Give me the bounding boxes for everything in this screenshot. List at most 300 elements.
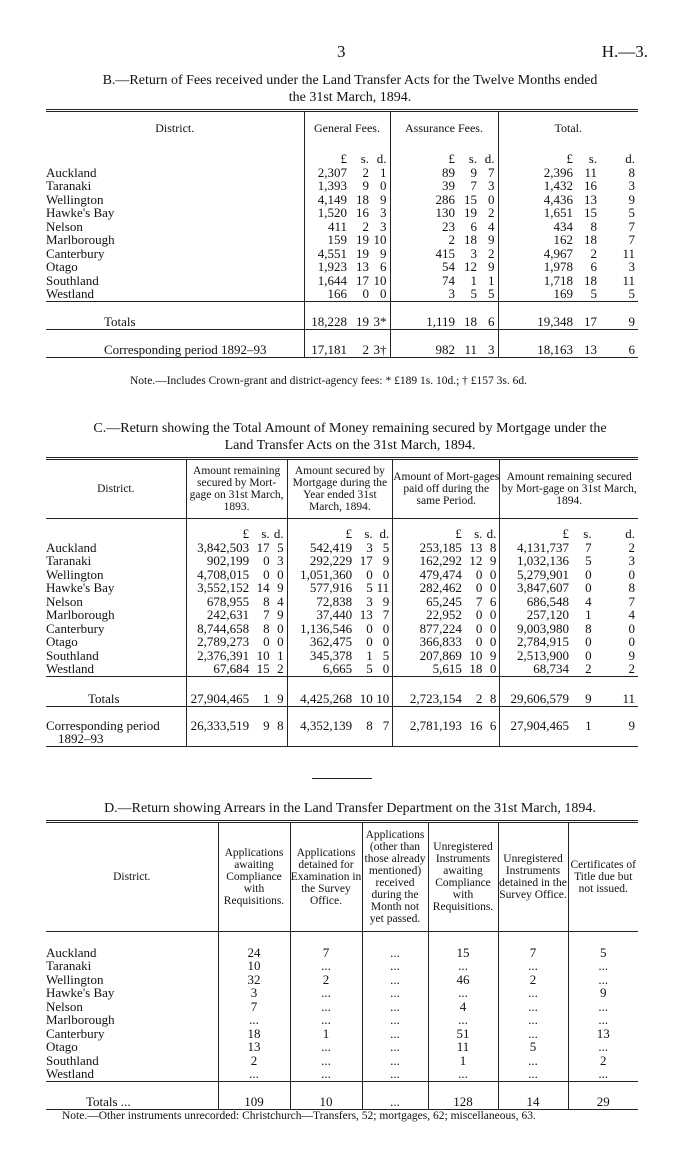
unit-label: d.	[485, 519, 499, 541]
value-cell: 2,784,915	[500, 635, 572, 649]
district-name: Canterbury	[46, 245, 105, 261]
table-row	[46, 260, 638, 274]
value-cell: 362,475	[287, 635, 355, 649]
value-cell: 6	[485, 706, 499, 746]
value-cell: 2,376,391	[186, 649, 252, 663]
value-cell: 0	[489, 607, 497, 622]
table-row	[46, 608, 638, 622]
value-cell: 4	[585, 593, 592, 609]
value-cell: 2,307	[304, 166, 350, 180]
value-cell: 3	[366, 593, 373, 609]
value-cell: 3,842,503	[186, 541, 252, 555]
value-cell: 2,513,900	[500, 649, 572, 663]
table-row	[46, 1040, 638, 1054]
table-row	[46, 206, 638, 220]
col-general-fees: General Fees.	[304, 111, 390, 146]
blank-cell	[362, 932, 428, 946]
value-cell: 902,199	[186, 554, 252, 568]
value-cell: 2,781,193	[393, 706, 465, 746]
value-cell: ...	[362, 1027, 428, 1041]
value-cell: 8	[489, 539, 497, 555]
value-cell: 7	[488, 164, 495, 180]
blank-cell	[46, 146, 304, 166]
value-cell: 3	[380, 218, 387, 234]
value-cell: 18	[469, 661, 483, 676]
col-district: District.	[46, 822, 218, 932]
value-cell: 18	[356, 191, 369, 207]
value-cell: 4	[628, 607, 635, 622]
value-cell: ...	[498, 1013, 568, 1027]
value-cell: 10	[469, 647, 483, 663]
col-unregistered-detained: Unregistered Instruments detained in the Survey Office.	[498, 822, 568, 932]
mortgage-table	[46, 457, 638, 747]
value-cell: 7	[218, 1000, 290, 1014]
value-cell: 5	[585, 553, 592, 568]
value-cell: 15	[584, 205, 597, 220]
value-cell: 2	[488, 205, 495, 220]
value-cell: ...	[362, 986, 428, 1000]
value-cell: 9	[277, 580, 284, 595]
unit-label: £	[186, 519, 252, 541]
district-name: Corresponding period 1892–93	[46, 329, 304, 357]
value-cell: 9	[252, 706, 273, 746]
value-cell: 1	[380, 164, 387, 180]
value-cell: 282,462	[393, 581, 465, 595]
table-row	[46, 554, 638, 568]
col-awaiting-compliance: Applications awaiting Compliance with Requisitions.	[218, 822, 290, 932]
district-name: Auckland	[46, 164, 97, 180]
value-cell: 6	[590, 259, 597, 274]
section-b-title-line2: the 31st March, 1894.	[288, 90, 412, 105]
value-cell: 5	[366, 580, 373, 595]
value-cell: 3	[277, 553, 284, 568]
value-cell: 7	[585, 539, 592, 555]
value-cell: 4,425,268	[287, 676, 355, 706]
unit-label: s.	[572, 519, 595, 541]
value-cell: 29,606,579	[500, 676, 572, 706]
value-cell: 0	[382, 620, 390, 636]
value-cell: 9	[489, 647, 497, 663]
value-cell: 11	[584, 164, 597, 180]
value-cell: 19	[350, 301, 372, 329]
document-reference: H.—3.	[601, 42, 648, 61]
blank-cell	[428, 932, 498, 946]
value-cell: 678,955	[186, 595, 252, 609]
value-cell: 207,869	[393, 649, 465, 663]
value-cell: 0	[489, 634, 497, 649]
value-cell: 17	[576, 301, 600, 329]
district-name: Westland	[46, 661, 95, 676]
table-row	[46, 649, 638, 663]
value-cell: 10	[218, 959, 290, 973]
fees-table	[46, 109, 638, 358]
value-cell: 3	[628, 178, 635, 193]
col-detained-survey: Applications detained for Examination in the Survey Office.	[290, 822, 362, 932]
value-cell: ...	[568, 1067, 638, 1081]
value-cell: 65,245	[393, 595, 465, 609]
unit-label: d.	[376, 519, 393, 541]
col-not-yet-passed: Applications (other than those already mentioned) received during the Month not yet passed.	[362, 822, 428, 932]
value-cell: 0	[628, 566, 635, 582]
value-cell: 6	[470, 218, 477, 234]
table-row	[46, 568, 638, 582]
table-row	[46, 274, 638, 288]
value-cell: 9	[628, 647, 635, 663]
value-cell: 10	[256, 647, 270, 663]
col-paid-off: Amount of Mort-gages paid off during the same Period.	[393, 459, 500, 519]
value-cell: 109	[218, 1081, 290, 1109]
value-cell: 18	[584, 272, 597, 288]
value-cell: 1	[290, 1027, 362, 1041]
value-cell: 1,136,546	[287, 622, 355, 636]
value-cell: 8	[628, 580, 635, 595]
value-cell: 74	[390, 274, 458, 288]
section-c-title: C.—Return showing the Total Amount of Money remaining secured by Mortgage under the	[93, 421, 607, 436]
value-cell: 16	[584, 178, 597, 193]
district-name: Nelson	[46, 998, 83, 1014]
value-cell: 9	[572, 676, 595, 706]
value-cell: 54	[390, 260, 458, 274]
value-cell: 2,723,154	[393, 676, 465, 706]
value-cell: 1,393	[304, 179, 350, 193]
totals-row	[46, 676, 638, 706]
section-b-note: Note.—Includes Crown-grant and district-agency fees: * £189 1s. 10d.; † £157 3s. 6d.	[130, 375, 527, 387]
value-cell: 128	[428, 1081, 498, 1109]
district-name: Hawke's Bay	[46, 985, 115, 1000]
value-cell: 542,419	[287, 541, 355, 555]
value-cell: 18,228	[304, 301, 350, 329]
value-cell: 8	[263, 593, 270, 609]
value-cell: 37,440	[287, 608, 355, 622]
value-cell: 253,185	[393, 541, 465, 555]
value-cell: 18,163	[498, 329, 576, 357]
value-cell: 9	[362, 178, 369, 193]
district-name: Southland	[46, 272, 99, 288]
table-row	[46, 166, 638, 180]
value-cell: 0	[366, 634, 373, 649]
value-cell: ...	[362, 1040, 428, 1054]
value-cell: 9	[488, 259, 495, 274]
corresponding-label	[46, 706, 186, 746]
unit-label: s.	[468, 151, 477, 166]
value-cell: 415	[390, 247, 458, 261]
value-cell: ...	[362, 1081, 428, 1109]
value-cell: 8	[585, 620, 592, 636]
table-row	[46, 622, 638, 636]
value-cell: ...	[290, 1000, 362, 1014]
value-cell: 9	[273, 676, 287, 706]
value-cell: 5	[470, 286, 477, 301]
unit-label: £	[287, 519, 355, 541]
value-cell: 1,051,360	[287, 568, 355, 582]
value-cell: 13	[359, 607, 373, 622]
value-cell: 0	[475, 607, 483, 622]
value-cell: 8	[263, 620, 270, 636]
value-cell: 46	[428, 973, 498, 987]
unit-label: £	[500, 519, 572, 541]
value-cell: 10	[373, 232, 387, 247]
value-cell: 1,923	[304, 260, 350, 274]
value-cell: 292,229	[287, 554, 355, 568]
value-cell: 6	[600, 329, 638, 357]
value-cell: 877,224	[393, 622, 465, 636]
value-cell: 411	[304, 220, 350, 234]
value-cell: 7	[382, 607, 390, 622]
blank-cell	[498, 932, 568, 946]
value-cell: 13	[469, 539, 483, 555]
value-cell: ...	[498, 1027, 568, 1041]
value-cell: 9	[380, 245, 387, 261]
value-cell: 10	[290, 1081, 362, 1109]
value-cell: 9	[382, 593, 390, 609]
value-cell: ...	[290, 1040, 362, 1054]
value-cell: 3	[488, 178, 495, 193]
value-cell: 15	[428, 946, 498, 960]
value-cell: 0	[585, 647, 592, 663]
value-cell: 1,978	[498, 260, 576, 274]
value-cell: 24	[218, 946, 290, 960]
district-name: Auckland	[46, 944, 97, 960]
district-name: Taranaki	[46, 958, 92, 973]
value-cell: 4,551	[304, 247, 350, 261]
value-cell: 11	[428, 1040, 498, 1054]
value-cell: ...	[568, 1040, 638, 1054]
district-name: Wellington	[46, 566, 104, 582]
col-district: District.	[46, 111, 304, 146]
value-cell: 9	[595, 706, 638, 746]
value-cell: ...	[362, 1067, 428, 1081]
table-row	[46, 1067, 638, 1081]
district-name: Marlborough	[46, 232, 115, 247]
value-cell: 366,833	[393, 635, 465, 649]
value-cell: ...	[290, 1054, 362, 1068]
unit-label: £	[393, 519, 465, 541]
value-cell: ...	[498, 986, 568, 1000]
value-cell: 9	[628, 191, 635, 207]
value-cell: 686,548	[500, 595, 572, 609]
value-cell: 1	[470, 272, 477, 288]
value-cell: 0	[366, 620, 373, 636]
value-cell: ...	[568, 1013, 638, 1027]
value-cell: 1	[366, 647, 373, 663]
district-name: Canterbury	[46, 1025, 105, 1041]
col-total: Total.	[498, 111, 638, 146]
value-cell: 7	[628, 593, 635, 609]
value-cell: ...	[362, 946, 428, 960]
value-cell: ...	[498, 1054, 568, 1068]
value-cell: 2	[628, 661, 635, 676]
value-cell: 5,615	[393, 662, 465, 676]
value-cell: 5,279,901	[500, 568, 572, 582]
value-cell: 0	[585, 566, 592, 582]
value-cell: 7	[628, 218, 635, 234]
value-cell: ...	[428, 1067, 498, 1081]
value-cell: ...	[362, 1000, 428, 1014]
value-cell: 72,838	[287, 595, 355, 609]
value-cell: 6,665	[287, 662, 355, 676]
value-cell: ...	[568, 1000, 638, 1014]
table-row	[46, 595, 638, 609]
value-cell: 2	[465, 676, 486, 706]
value-cell: 7	[628, 232, 635, 247]
value-cell: ...	[362, 973, 428, 987]
value-cell: 0	[488, 191, 495, 207]
value-cell: 3†	[372, 329, 390, 357]
value-cell: 11	[376, 580, 390, 595]
value-cell: 4,352,139	[287, 706, 355, 746]
value-cell: 5	[488, 286, 495, 301]
value-cell: 4	[428, 1000, 498, 1014]
value-cell: 17,181	[304, 329, 350, 357]
value-cell: 5	[382, 539, 390, 555]
value-cell: 0	[263, 553, 270, 568]
unit-label: s.	[588, 151, 597, 166]
value-cell: 17	[256, 539, 270, 555]
value-cell: 982	[390, 329, 458, 357]
value-cell: 5	[498, 1040, 568, 1054]
district-name: Hawke's Bay	[46, 205, 115, 220]
value-cell: 166	[304, 287, 350, 301]
value-cell: 22,952	[393, 608, 465, 622]
unit-label: £	[304, 146, 350, 166]
table-row	[46, 959, 638, 973]
value-cell: 1	[488, 272, 495, 288]
unit-label: s.	[355, 519, 376, 541]
value-cell: 8,744,658	[186, 622, 252, 636]
value-cell: 11	[458, 329, 480, 357]
value-cell: 0	[263, 634, 270, 649]
value-cell: ...	[362, 1054, 428, 1068]
value-cell: 10	[373, 272, 387, 288]
value-cell: ...	[290, 1013, 362, 1027]
value-cell: 0	[489, 661, 497, 676]
value-cell: 11	[595, 676, 638, 706]
value-cell: 0	[475, 566, 483, 582]
value-cell: 3,552,152	[186, 581, 252, 595]
totals-row	[46, 1081, 638, 1109]
value-cell: 0	[382, 566, 390, 582]
value-cell: 23	[390, 220, 458, 234]
value-cell: 0	[489, 566, 497, 582]
value-cell: 2	[362, 164, 369, 180]
value-cell: 162,292	[393, 554, 465, 568]
unit-label: d.	[484, 151, 495, 166]
value-cell: 0	[475, 580, 483, 595]
value-cell: 0	[263, 566, 270, 582]
value-cell: ...	[290, 959, 362, 973]
value-cell: 18	[464, 232, 477, 247]
value-cell: 3	[366, 539, 373, 555]
table-row	[46, 635, 638, 649]
value-cell: 19	[464, 205, 477, 220]
value-cell: ...	[498, 959, 568, 973]
value-cell: 4	[488, 218, 495, 234]
value-cell: ...	[428, 959, 498, 973]
value-cell: 14	[256, 580, 270, 595]
unit-label: d.	[595, 519, 638, 541]
table-row	[46, 193, 638, 207]
table-row	[46, 233, 638, 247]
value-cell: 0	[380, 286, 387, 301]
value-cell: 8	[628, 164, 635, 180]
value-cell: 577,916	[287, 581, 355, 595]
value-cell: 434	[498, 220, 576, 234]
value-cell: ...	[498, 1000, 568, 1014]
table-row	[46, 220, 638, 234]
col-amount-1894: Amount remaining secured by Mort-gage on 31st March, 1894.	[500, 459, 638, 519]
value-cell: ...	[362, 959, 428, 973]
value-cell: 0	[475, 634, 483, 649]
blank-cell	[46, 519, 186, 541]
value-cell: 159	[304, 233, 350, 247]
value-cell: 32	[218, 973, 290, 987]
unit-label: d.	[376, 151, 387, 166]
value-cell: 27,904,465	[186, 676, 252, 706]
value-cell: 1,520	[304, 206, 350, 220]
value-cell: 18	[218, 1027, 290, 1041]
district-name: Southland	[46, 647, 99, 663]
corresponding-row	[46, 329, 638, 357]
value-cell: 27,904,465	[500, 706, 572, 746]
section-b-title: B.—Return of Fees received under the Land Transfer Acts for the Twelve Months ended	[102, 73, 598, 88]
blank-cell	[290, 932, 362, 946]
district-name: Otago	[46, 634, 78, 649]
value-cell: ...	[428, 1013, 498, 1027]
value-cell: 1	[428, 1054, 498, 1068]
value-cell: 1,718	[498, 274, 576, 288]
value-cell: 4,131,737	[500, 541, 572, 555]
value-cell: 7	[470, 178, 477, 193]
value-cell: 2	[218, 1054, 290, 1068]
section-d-note: Note.—Other instruments unrecorded: Christchurch—Transfers, 52; mortgages, 62; miscellaneous, 63.	[62, 1110, 536, 1122]
district-name: Nelson	[46, 218, 83, 234]
table-row	[46, 973, 638, 987]
value-cell: 9	[470, 164, 477, 180]
table-row	[46, 662, 638, 676]
value-cell: 7	[376, 706, 393, 746]
blank-cell	[568, 932, 638, 946]
table-row	[46, 581, 638, 595]
value-cell: 2	[488, 245, 495, 261]
units-row	[46, 519, 638, 541]
value-cell: 9	[489, 553, 497, 568]
value-cell: 89	[390, 166, 458, 180]
value-cell: 0	[380, 178, 387, 193]
value-cell: 257,120	[500, 608, 572, 622]
arrears-table	[46, 820, 638, 1110]
value-cell: 67,684	[186, 662, 252, 676]
value-cell: 1	[585, 607, 592, 622]
table-row	[46, 1000, 638, 1014]
value-cell: 5	[277, 539, 284, 555]
value-cell: 13	[576, 329, 600, 357]
district-name: Totals	[46, 676, 186, 706]
value-cell: 345,378	[287, 649, 355, 663]
value-cell: 1	[572, 706, 595, 746]
value-cell: 13	[568, 1027, 638, 1041]
value-cell: ...	[568, 959, 638, 973]
value-cell: 39	[390, 179, 458, 193]
value-cell: 9	[380, 191, 387, 207]
value-cell: 9	[277, 607, 284, 622]
value-cell: ...	[362, 1013, 428, 1027]
blank-cell	[218, 932, 290, 946]
value-cell: 130	[390, 206, 458, 220]
district-name: Otago	[46, 259, 78, 274]
table-row	[46, 986, 638, 1000]
district-name: Westland	[46, 286, 95, 301]
unit-label: s.	[360, 151, 369, 166]
